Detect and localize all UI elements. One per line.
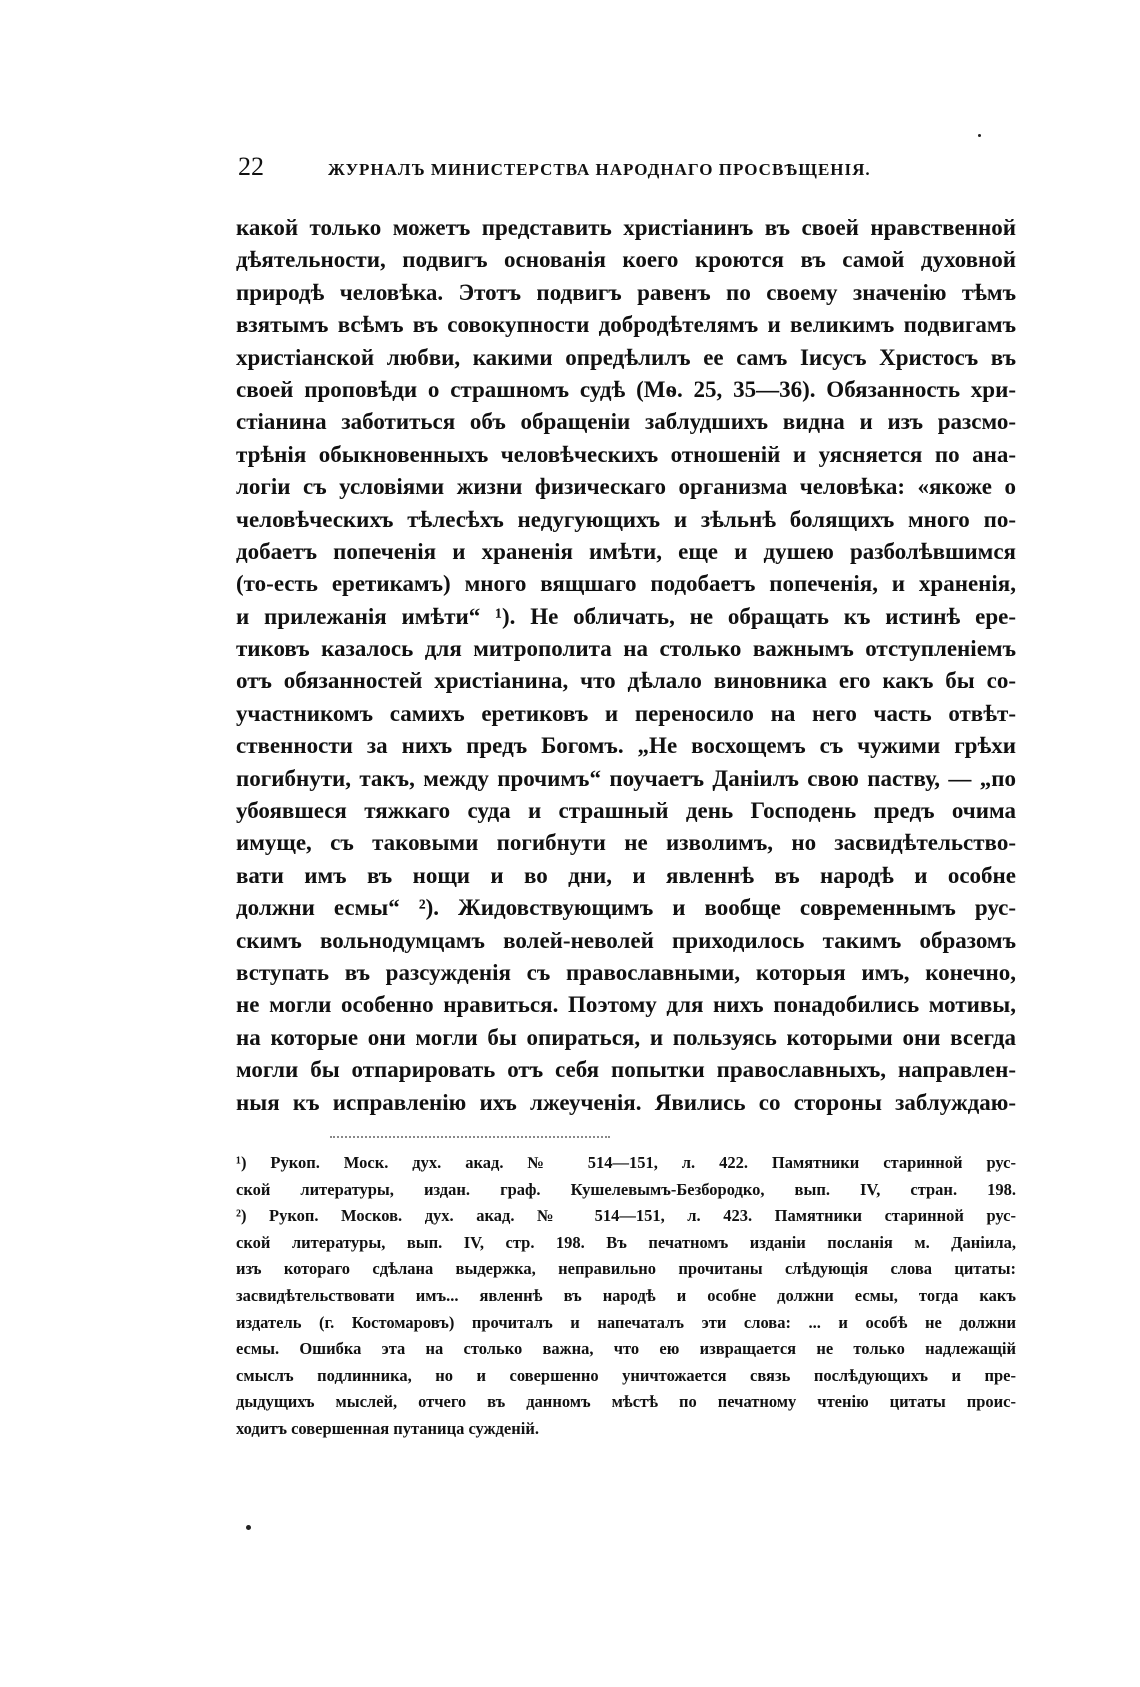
page-number: 22	[238, 152, 264, 181]
body-line: ныя къ исправленію ихъ лжеученія. Явились со стороны заблуждаю-	[236, 1089, 1016, 1115]
footnote-line: ¹) Рукоп. Моск. дух. акад. № 514—151, л. 422. Памятники старинной рус-	[236, 1153, 1016, 1172]
footnote-separator	[330, 1136, 610, 1140]
body-line: вступать въ разсужденія съ православными, которыя имъ, конечно,	[236, 959, 1016, 985]
body-line: взятымъ всѣмъ въ совокупности добродѣтелямъ и великимъ подвигамъ	[236, 312, 1016, 338]
footnote-line: издатель (г. Костомаровъ) прочиталъ и напечаталъ эти слова: ... и особѣ не должни	[236, 1312, 1016, 1332]
body-line: природѣ человѣка. Этотъ подвигъ равенъ по своему значенію тѣмъ	[236, 279, 1016, 305]
body-line: вати имъ въ нощи и во дни, и явленнѣ въ народѣ и особне	[236, 862, 1016, 888]
body-line: не могли особенно нравиться. Поэтому для нихъ понадобились мотивы,	[236, 992, 1016, 1018]
body-line: дѣятельности, подвигъ основанія коего кроются въ самой духовной	[236, 247, 1016, 273]
body-line: (то-есть еретикамъ) много вящшаго подобаетъ попеченія, и храненія,	[236, 571, 1016, 597]
body-line: и прилежанія имѣти“ ¹). Не обличать, не обращать къ истинѣ ере-	[236, 603, 1016, 629]
body-line: могли бы отпарировать отъ себя попытки православныхъ, направлен-	[236, 1057, 1016, 1083]
body-line: скимъ вольнодумцамъ волей-неволей приходилось такимъ образомъ	[236, 927, 1016, 953]
body-line: погибнути, такъ, между прочимъ“ поучаетъ Даніилъ свою паству, — „по	[236, 765, 1016, 791]
scan-speck	[978, 134, 981, 137]
body-line: трѣнія обыкновенныхъ человѣческихъ отношеній и уясняется по ана-	[236, 441, 1016, 467]
footnote-line: есмы. Ошибка эта на столько важна, что ею извращается не только надлежащій	[236, 1339, 1016, 1359]
footnote-line: изъ котораго сдѣлана выдержка, неправильно прочитаны слѣдующія слова цитаты:	[236, 1259, 1016, 1279]
body-line: ственности за нихъ предъ Богомъ. „Не восхощемъ съ чужими грѣхи	[236, 733, 1016, 759]
footnote-line: засвидѣтельствовати имъ... явленнѣ въ народѣ и особне должни есмы, тогда какъ	[236, 1285, 1016, 1305]
footnote-line: ской литературы, издан. граф. Кушелевымъ-Безбородко, вып. IV, стран. 198.	[236, 1179, 1016, 1199]
body-line: участникомъ самихъ еретиковъ и переносило на него часть отвѣт-	[236, 700, 1016, 726]
body-line: христіанской любви, какими опредѣлилъ ее самъ Іисусъ Христосъ въ	[236, 344, 1016, 370]
footnote-line: смыслъ подлинника, но и совершенно уничтожается связь послѣдующихъ и пре-	[236, 1365, 1016, 1385]
body-line: должни есмы“ ²). Жидовствующимъ и вообще современнымъ рус-	[236, 895, 1016, 921]
scan-speck	[246, 1525, 251, 1530]
footnotes	[236, 1150, 1016, 1443]
body-text	[236, 212, 1016, 1119]
page-header	[238, 152, 918, 186]
body-line: стіанина заботиться объ обращеніи заблудшихъ видна и изъ разсмо-	[236, 409, 1016, 435]
body-line: убоявшеся тяжкаго суда и страшный день Господень предъ очима	[236, 798, 1016, 824]
body-line: на которые они могли бы опираться, и пользуясь которыми они всегда	[236, 1024, 1016, 1050]
body-line: отъ обязанностей христіанина, что дѣлало виновника его какъ бы со-	[236, 668, 1016, 694]
body-line: имуще, съ таковыми погибнути не изволимъ, но засвидѣтельство-	[236, 830, 1016, 856]
running-title: ЖУРНАЛЪ МИНИСТЕРСТВА НАРОДНАГО ПРОСВѢЩЕНІЯ.	[328, 160, 871, 179]
body-line: тиковъ казалось для митрополита на столько важнымъ отступленіемъ	[236, 636, 1016, 662]
body-line: своей проповѣди о страшномъ судѣ (Мѳ. 25, 35—36). Обязанность хри-	[236, 376, 1016, 402]
body-line: какой только можетъ представить христіанинъ въ своей нравственной	[236, 215, 1016, 240]
footnote-line: ²) Рукоп. Москов. дух. акад. № 514—151, л. 423. Памятники старинной рус-	[236, 1206, 1016, 1226]
body-line: человѣческихъ тѣлесѣхъ недугующихъ и зѣльнѣ болящихъ много по-	[236, 506, 1016, 532]
body-line: логіи съ условіями жизни физическаго организма человѣка: «якоже о	[236, 474, 1016, 500]
footnote-line: дыдущихъ мыслей, отчего въ данномъ мѣстѣ по печатному чтенію цитаты проис-	[236, 1392, 1016, 1412]
footnote-line: ходитъ совершенная путаница сужденій.	[236, 1418, 539, 1438]
footnote-line: ской литературы, вып. IV, стр. 198. Въ печатномъ изданіи посланія м. Даніила,	[236, 1232, 1016, 1252]
body-line: добаетъ попеченія и храненія имѣти, еще и душею разболѣвшимся	[236, 538, 1016, 564]
